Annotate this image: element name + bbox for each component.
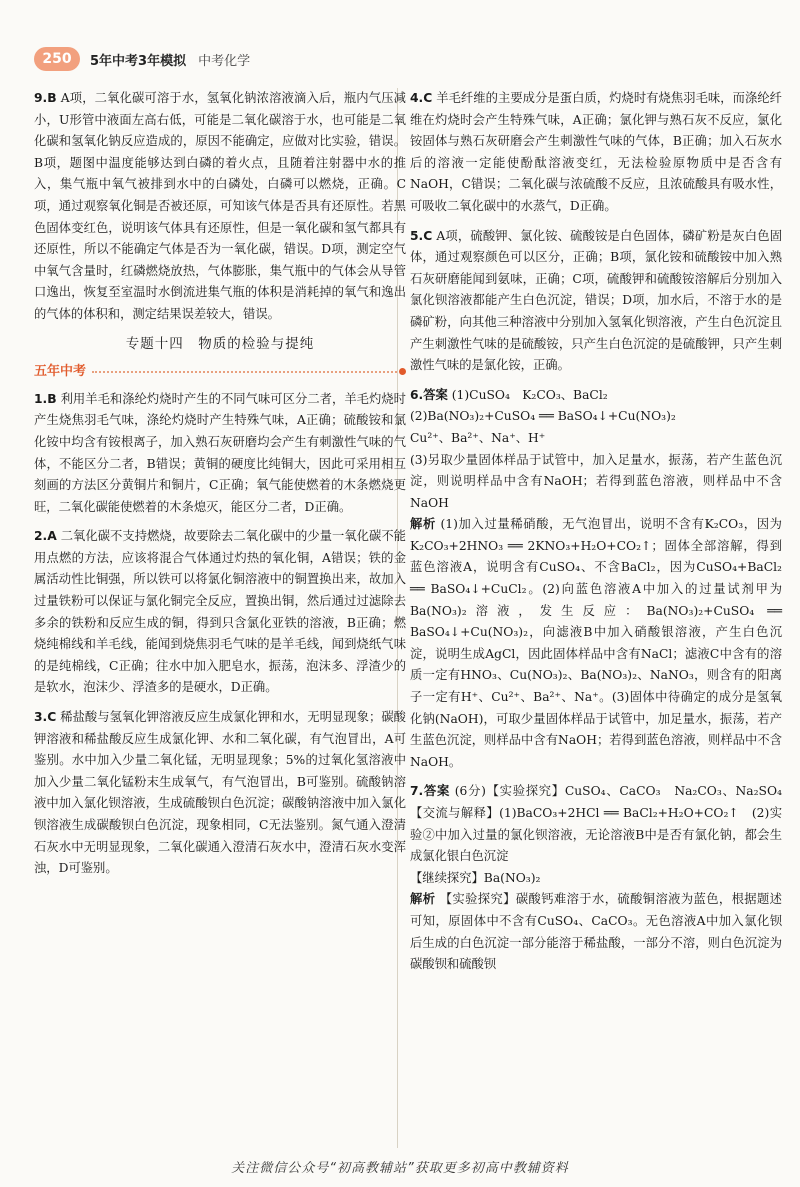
analysis-text: (1)加入过量稀硝酸，无气泡冒出，说明不含有K₂CO₃，因为K₂CO₃+2HNO₃ ══ 2KNO₃+H₂O+CO₂↑；固体全部溶解，得到蓝色溶液A，说明含有CuSO₄、不含BaCl₂，因为CuSO₄+BaCl₂ ══ BaSO₄↓+CuCl₂。(2)向蓝色溶液A中加入的过量试剂甲为Ba(NO₃)₂溶液，发生反应：Ba(NO₃)₂+CuSO₄ ══ BaSO₄↓+Cu(NO₃)₂，向滤液B中加入硝酸银溶液，产生白色沉淀，说明生成AgCl，因此固体样品中含有NaCl；滤液C中含有的溶质一定有HNO₃、Cu(NO₃)₂、Ba(NO₃)₂、NaNO₃，则含有的阳离子一定有H⁺、Cu²⁺、Ba²⁺、Na⁺。(3)固体中待确定的成分是氢氧化钠(NaOH)，可取少量固体样品于试管中，加足量水，振荡，若产生蓝色沉淀，则样品中含有NaOH；若得到蓝色溶液，则样品中不含NaOH。 xyxy=(410,517,782,769)
analysis-text: 【实验探究】碳酸钙难溶于水，硫酸铜溶液为蓝色，根据题述可知，原固体中不含有CuSO₄、CaCO₃。无色溶液A中加入氯化钡后生成的白色沉淀一部分能溶于稀盐酸，一部分不溶，则白色沉淀为碳酸钡和硫酸钡 xyxy=(410,892,782,972)
answer-text: A项，硫酸钾、氯化铵、硫酸铵是白色固体，磷矿粉是灰白色固体，通过观察颜色可以区分，正确；B项，氯化铵和硫酸铵中加入熟石灰研磨能闻到氨味，正确；C项，硫酸钾和硫酸铵溶解后分别加入氯化钡溶液都能产生白色沉淀，错误；D项，加水后，不溶于水的是磷矿粉，向其他三种溶液中分别加入氢氧化钡溶液，产生白色沉淀且产生刺激性气味的是硫酸铵，只产生白色沉淀的是硫酸钾，只产生刺激性气味的是氯化铵，正确。 xyxy=(410,228,782,373)
question-number: 2.A xyxy=(34,529,57,544)
band-label: 五年中考 xyxy=(34,364,87,380)
book-subject: 中考化学 xyxy=(198,53,251,69)
answer-text: (6分)【实验探究】CuSO₄、CaCO₃ Na₂CO₃、Na₂SO₄【交流与解释】(1)BaCO₃+2HCl ══ BaCl₂+H₂O+CO₂↑ (2)实验②中加入过量的氯化钡溶液，无论溶液B中是否有氯化钠，都会生成氯化银白色沉淀 xyxy=(410,784,782,864)
page-number: 250 xyxy=(34,47,80,71)
answer-part-2-ions: Cu²⁺、Ba²⁺、Na⁺、H⁺ xyxy=(410,430,546,445)
answer-text: A项，二氧化碳可溶于水，氢氧化钠浓溶液滴入后，瓶内气压减小，U形管中液面左高右低，可能是二氧化碳溶于水，也可能是二氧化碳和氢氧化钠反应造成的，原因不能确定，应做对比实验，错误。B项，题图中温度能够达到白磷的着火点，且随着注射器中水的推入，集气瓶中氧气被排到水中的白磷处，白磷可以燃烧，正确。C项，通过观察氧化铜是否被还原，可知该气体是否具有还原性。若黑色固体变红色，说明该气体具有还原性，但是一氧化碳和氢气都具有还原性，所以不能确定气体是否为一氧化碳，错误。D项，测定空气中氧气含量时，红磷燃烧放热，气体膨胀，集气瓶中的气体会从导管口逸出，恢复至室温时水倒流进集气瓶的体积是消耗掉的氧气和逸出的气体的体积和，测定结果误差较大，错误。 xyxy=(34,91,406,321)
page-header xyxy=(34,46,250,72)
question-number: 6.答案 xyxy=(410,387,448,402)
question-number: 9.B xyxy=(34,91,57,105)
book-title: 5年中考3年模拟 xyxy=(90,53,187,69)
answer-part-2: (2)Ba(NO₃)₂+CuSO₄ ══ BaSO₄↓+Cu(NO₃)₂ xyxy=(410,409,676,424)
left-column xyxy=(34,88,406,888)
answer-text: 利用羊毛和涤纶灼烧时产生的不同气味可区分二者，羊毛灼烧时产生烧焦羽毛气味，涤纶灼烧时产生特殊气味，A正确；硫酸铵和氯化铵中均含有铵根离子，加入熟石灰研磨均会产生有刺激性气味的气体，不能区分二者，B错误；黄铜的硬度比纯铜大，因此可采用相互刻画的方法区分黄铜片和铜片，C正确；氧气能使燃着的木条燃烧更旺，二氧化碳能使燃着的木条熄灭，能区分二者，D正确。 xyxy=(34,391,406,514)
section-title: 专题十四 物质的检验与提纯 xyxy=(125,335,315,352)
answer-item-7 xyxy=(410,781,782,975)
question-number: 1.B xyxy=(34,391,57,406)
answer-item-6 xyxy=(410,385,782,774)
question-number: 4.C xyxy=(410,91,433,105)
answer-text: 羊毛纤维的主要成分是蛋白质，灼烧时有烧焦羽毛味，而涤纶纤维在灼烧时会产生特殊气味，A正确；氯化钾与熟石灰不反应，氯化铵固体与熟石灰研磨会产生刺激性气味的气体，B正确；加入石灰水后的溶液一定能使酚酞溶液变红，无法检验原物质中是否含有NaOH，C错误；二氧化碳与浓硫酸不反应，且浓硫酸具有吸水性，可吸收二氧化碳中的水蒸气，D正确。 xyxy=(410,91,782,213)
answer-item-2 xyxy=(34,526,406,699)
footer-note: 关注微信公众号“初高教辅站”获取更多初高中教辅资料 xyxy=(231,1161,569,1176)
answer-text: 稀盐酸与氢氧化钾溶液反应生成氯化钾和水，无明显现象；碳酸钾溶液和稀盐酸反应生成氯化钾、水和二氧化碳，有气泡冒出，A可鉴别。水中加入少量二氧化锰，无明显现象；5%的过氧化氢溶液中加入少量二氧化锰粉末生成氧气，有气泡冒出，B可鉴别。硫酸钠溶液中加入氯化钡溶液，生成硫酸钡白色沉淀；碳酸钠溶液中加入氯化钡溶液生成碳酸钡白色沉淀，现象相同，C无法鉴别。氮气通入澄清石灰水中无明显现象，二氧化碳通入澄清石灰水中，澄清石灰水变浑浊，D可鉴别。 xyxy=(34,710,406,876)
question-number: 7.答案 xyxy=(410,784,451,799)
analysis-label: 解析 xyxy=(410,892,436,907)
band-dotted-line xyxy=(92,371,397,373)
answer-item-3 xyxy=(34,707,406,880)
question-number: 3.C xyxy=(34,710,57,725)
answer-part-1: (1)CuSO₄ K₂CO₃、BaCl₂ xyxy=(451,387,608,402)
band-dot-icon xyxy=(399,368,406,375)
answer-item-1 xyxy=(34,389,406,519)
right-column xyxy=(410,88,782,984)
answer-text: 二氧化碳不支持燃烧，故要除去二氧化碳中的少量一氧化碳不能用点燃的方法，应该将混合气体通过灼热的氧化铜，A错误；铁的金属活动性比铜强，所以铁可以将氯化铜溶液中的铜置换出来，故加入过量铁粉可以保证与氯化铜完全反应，置换出铜，然后通过过滤除去多余的铁粉和反应生成的铜，得到只含氯化亚铁的溶液，B正确；燃烧纯棉线和羊毛线，能闻到烧焦羽毛气味的是羊毛线，闻到烧纸气味的是纯棉线，C正确；往水中加入肥皂水，振荡，泡沫多、浮渣少的是软水，泡沫少、浮渣多的是硬水，D正确。 xyxy=(34,529,406,695)
analysis-label: 解析 xyxy=(410,517,436,532)
answer-item-5 xyxy=(410,226,782,377)
section-band xyxy=(34,361,406,383)
answer-item-4 xyxy=(410,88,782,218)
answer-continued: 【继续探究】Ba(NO₃)₂ xyxy=(410,870,541,885)
answer-item-9 xyxy=(34,88,406,326)
question-number: 5.C xyxy=(410,228,433,243)
answer-part-3: (3)另取少量固体样品于试管中，加入足量水，振荡，若产生蓝色沉淀，则说明样品中含有NaOH；若得到蓝色溶液，则样品中不含NaOH xyxy=(410,452,782,510)
